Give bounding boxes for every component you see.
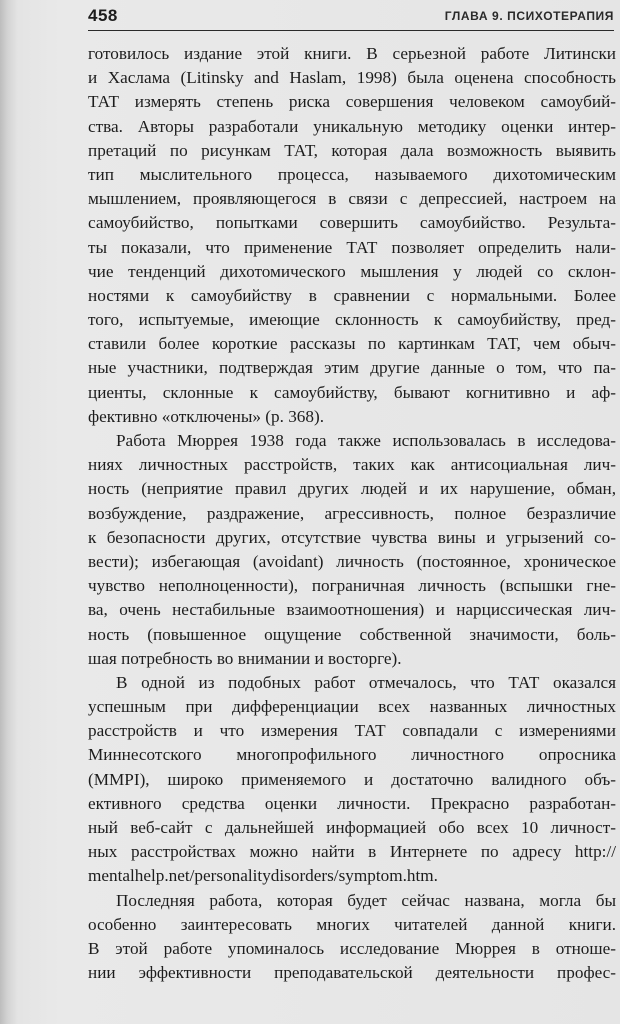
text-line: ных расстройствах можно найти в Интернете по адресу http:// bbox=[88, 842, 616, 862]
text-line: готовилось издание этой книги. В серьезной работе Литински bbox=[88, 44, 616, 63]
text-line: к безопасности других, отсутствие чувства вины и угрызений со- bbox=[88, 527, 616, 547]
text-line: Работа Мюррея 1938 года также использовалась в исследова- bbox=[116, 431, 616, 450]
text-line: ставили более короткие рассказы по картинкам ТАТ, чем обыч- bbox=[88, 334, 616, 354]
text-line: вести); избегающая (avoidant) личность (постоянное, хроническое bbox=[88, 551, 616, 571]
text-line: чувство неполноценности), пограничная личность (вспышки гне- bbox=[88, 576, 616, 596]
body-text bbox=[88, 42, 616, 985]
text-line: того, испытуемые, имеющие склонность к самоубийству, пред- bbox=[88, 310, 616, 330]
text-line: мышлением, проявляющегося в связи с депрессией, настроем на bbox=[88, 189, 616, 209]
text-line: самоубийство, попытками совершить самоубийство. Результа- bbox=[88, 213, 616, 233]
text-line: и Хаслама (Litinsky and Haslam, 1998) была оценена способность bbox=[88, 68, 616, 88]
text-line: ные участники, подтверждая этим другие данные о том, что па- bbox=[88, 358, 616, 378]
text-line: ность (повышенное ощущение собственной значимости, боль- bbox=[88, 624, 616, 644]
page-number: 458 bbox=[88, 6, 118, 25]
paragraph bbox=[88, 42, 616, 429]
text-line: mentalhelp.net/personalitydisorders/symptom.htm. bbox=[88, 866, 438, 886]
text-line: ва, очень нестабильные взаимоотношения) и нарциссическая лич- bbox=[88, 600, 616, 620]
text-line: чие тенденций дихотомического мышления у людей со склон- bbox=[88, 261, 616, 281]
text-line: возбуждение, раздражение, агрессивность, полное безразличие bbox=[88, 503, 616, 523]
text-line: ный веб-сайт с дальнейшей информацией обо всех 10 личност- bbox=[88, 818, 616, 837]
text-line: расстройств и что измерения ТАТ совпадали с измерениями bbox=[88, 721, 616, 741]
paragraph bbox=[88, 889, 616, 986]
text-line: претаций по рисункам ТАТ, которая дала возможность выявить bbox=[88, 140, 616, 160]
text-line: ТАТ измерять степень риска совершения человеком самоубий- bbox=[88, 92, 616, 112]
text-line: нии эффективности преподавательской деятельности профес- bbox=[88, 963, 616, 983]
page-header bbox=[88, 4, 614, 31]
text-line: ниях личностных расстройств, таких как антисоциальная лич- bbox=[88, 455, 616, 475]
text-line: ность (неприятие правил других людей и их нарушение, обман, bbox=[88, 479, 616, 499]
text-line: ства. Авторы разработали уникальную методику оценки интер- bbox=[88, 116, 616, 136]
paragraph bbox=[88, 671, 616, 889]
text-line: (MMPI), широко применяемого и достаточно валидного объ- bbox=[88, 769, 616, 789]
text-line: Последняя работа, которая будет сейчас названа, могла бы bbox=[116, 890, 616, 910]
text-line: фективно «отключены» (р. 368). bbox=[88, 406, 325, 426]
text-line: В одной из подобных работ отмечалось, что ТАТ оказался bbox=[116, 672, 616, 692]
text-line: шая потребность во внимании и восторге). bbox=[88, 648, 402, 668]
text-line: ективного средства оценки личности. Прекрасно разработан- bbox=[88, 793, 616, 813]
text-line: В этой работе упоминалось исследование Мюррея в отноше- bbox=[88, 938, 616, 958]
running-head: ГЛАВА 9. ПСИХОТЕРАПИЯ bbox=[444, 9, 614, 23]
text-line: циенты, склонные к самоубийству, бывают когнитивно и аф- bbox=[88, 382, 616, 402]
text-line: ностями к самоубийству в сравнении с нормальными. Более bbox=[88, 285, 616, 305]
text-line: ты показали, что применение ТАТ позволяет определить нали- bbox=[88, 237, 616, 257]
text-line: Миннесотского многопрофильного личностного опросника bbox=[88, 745, 616, 765]
text-line: успешным при дифференциации всех названных личностных bbox=[88, 697, 616, 717]
text-line: тип мыслительного процесса, называемого дихотомическим bbox=[88, 164, 616, 184]
text-line: особенно заинтересовать многих читателей данной книги. bbox=[88, 914, 616, 934]
paragraph bbox=[88, 429, 616, 671]
